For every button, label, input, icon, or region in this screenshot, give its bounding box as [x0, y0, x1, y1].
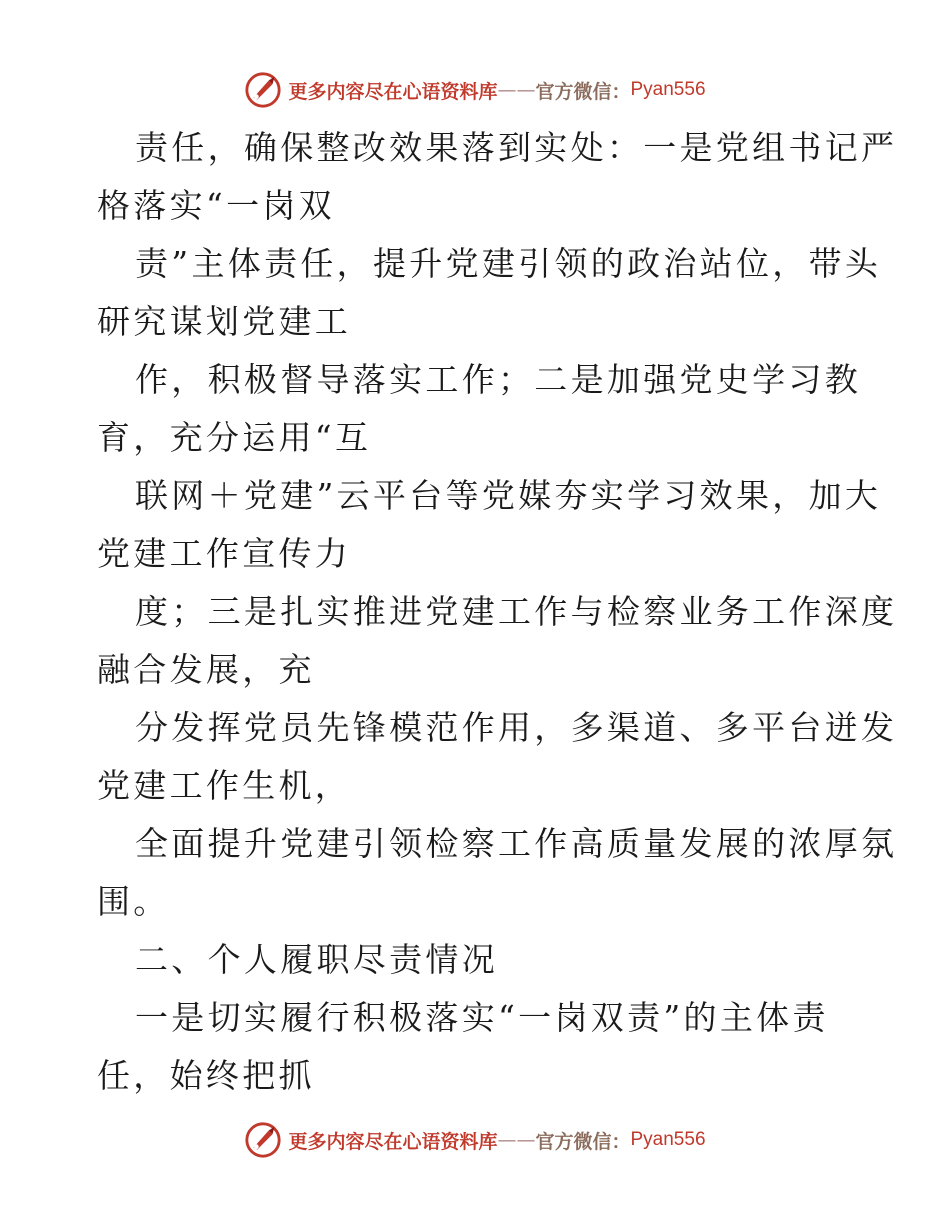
feather-pen-logo-icon — [244, 1121, 282, 1159]
watermark-id: Pyan556 — [630, 1129, 706, 1150]
text-line: 格落实“一岗双 — [97, 186, 335, 225]
watermark-brand: 更多内容尽在心语资料库 — [288, 1130, 498, 1153]
text-line: 研究谋划党建工 — [97, 302, 352, 341]
feather-pen-logo-icon — [244, 71, 282, 109]
watermark-label: 官方微信： — [535, 1130, 631, 1153]
watermark-dash: —— — [497, 1129, 536, 1151]
text-line: 度；三是扎实推进党建工作与检察业务工作深度 — [135, 592, 898, 631]
text-line: 围。 — [97, 882, 170, 921]
text-line: 联网＋党建”云平台等党媒夯实学习效果，加大 — [135, 476, 882, 515]
section-heading: 二、个人履职尽责情况 — [135, 940, 498, 979]
text-line: 党建工作宣传力 — [97, 534, 352, 573]
text-line: 责任，确保整改效果落到实处：一是党组书记严 — [135, 128, 898, 167]
watermark-id: Pyan556 — [630, 79, 706, 100]
text-line: 分发挥党员先锋模范作用，多渠道、多平台迸发 — [135, 708, 898, 747]
text-line: 责”主体责任，提升党建引领的政治站位，带头 — [135, 244, 882, 283]
text-line: 全面提升党建引领检察工作高质量发展的浓厚氛 — [135, 824, 898, 863]
watermark-brand: 更多内容尽在心语资料库 — [288, 80, 498, 103]
text-line: 党建工作生机， — [97, 766, 352, 805]
watermark-dash: —— — [497, 79, 536, 101]
text-line: 融合发展，充 — [97, 650, 315, 689]
text-line: 作，积极督导落实工作；二是加强党史学习教 — [135, 360, 861, 399]
text-line: 任，始终把抓 — [97, 1056, 315, 1095]
text-line: 一是切实履行积极落实“一岗双责”的主体责 — [135, 998, 829, 1037]
header-watermark — [0, 70, 950, 110]
watermark-label: 官方微信： — [535, 80, 631, 103]
text-line: 育，充分运用“互 — [97, 418, 372, 457]
footer-watermark — [0, 1120, 950, 1160]
